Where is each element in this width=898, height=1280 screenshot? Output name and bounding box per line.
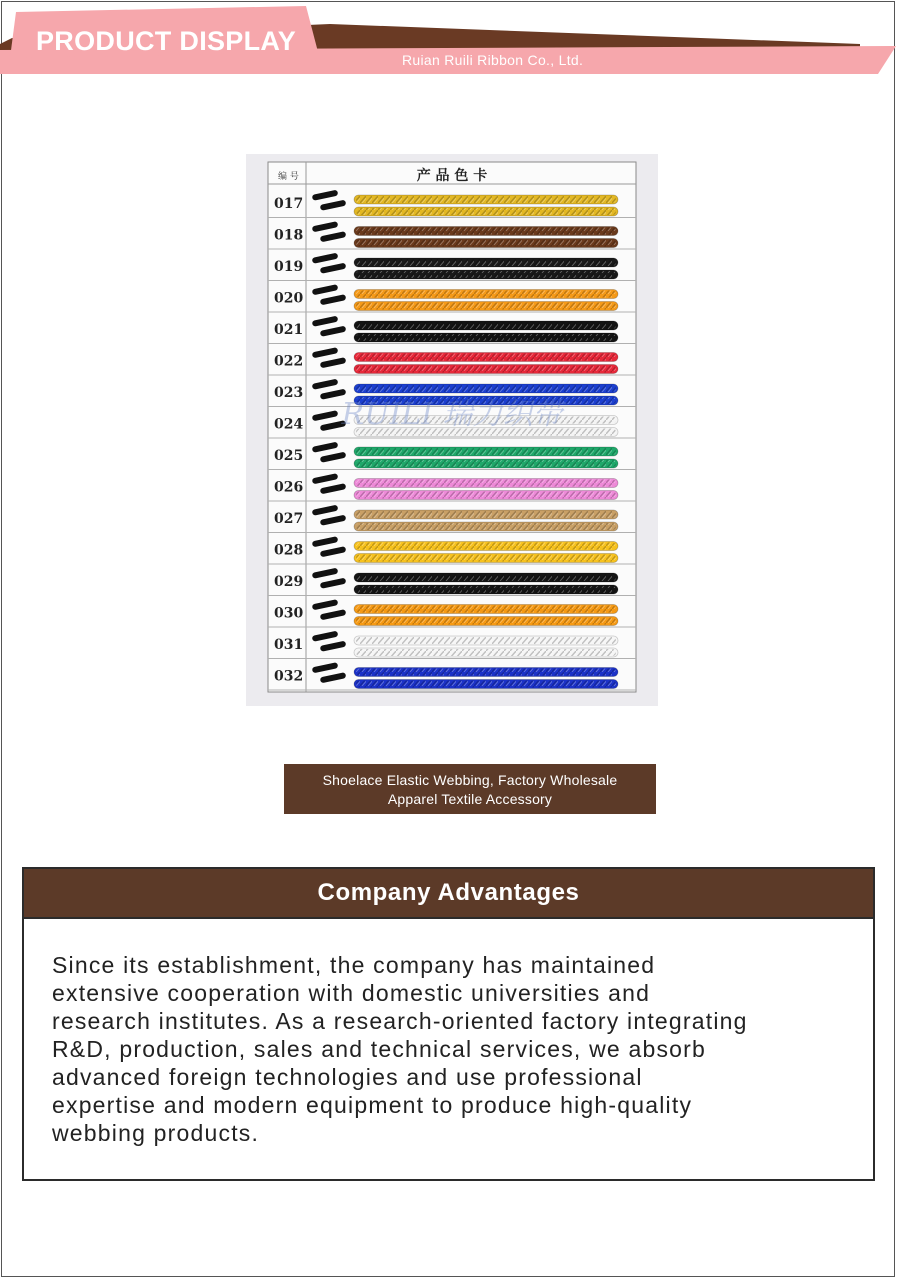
cord-twist xyxy=(356,196,616,203)
row-code: 028 xyxy=(274,542,304,559)
cord-twist xyxy=(356,271,616,278)
banner-title: PRODUCT DISPLAY xyxy=(36,26,297,56)
cord-twist xyxy=(356,208,616,215)
advantages-line: advanced foreign technologies and use professional xyxy=(52,1064,643,1090)
advantages-line: Since its establishment, the company has maintained xyxy=(52,952,656,978)
cord-twist xyxy=(356,228,616,235)
company-advantages-text xyxy=(24,919,873,1147)
row-code: 031 xyxy=(274,637,304,653)
cord-twist xyxy=(356,334,616,341)
cord-twist xyxy=(356,354,616,361)
cord-twist xyxy=(356,523,616,530)
cord-twist xyxy=(356,259,616,266)
row-code: 030 xyxy=(274,605,304,622)
row-code: 022 xyxy=(274,353,304,370)
row-code: 026 xyxy=(274,479,304,496)
card-corner-label: 编 号 xyxy=(278,172,299,182)
cord-twist xyxy=(356,618,616,625)
cord-twist xyxy=(356,669,616,676)
cord-twist xyxy=(356,480,616,487)
row-code: 024 xyxy=(274,416,304,433)
advantages-line: expertise and modern equipment to produce high-quality xyxy=(52,1092,693,1118)
cord-twist xyxy=(356,460,616,467)
advantages-line: webbing products. xyxy=(52,1120,260,1146)
product-caption xyxy=(284,764,656,814)
watermark-logo: RUILI 瑞力织带 xyxy=(341,397,563,432)
row-code: 029 xyxy=(274,574,304,590)
row-code: 023 xyxy=(274,385,304,401)
product-display-banner xyxy=(0,0,898,80)
cord-twist xyxy=(356,492,616,499)
cord-twist xyxy=(356,385,616,392)
cord-twist xyxy=(356,681,616,688)
cord-twist xyxy=(356,511,616,518)
row-code: 019 xyxy=(274,259,304,275)
product-photo xyxy=(246,154,658,706)
row-code: 025 xyxy=(274,448,304,464)
cord-twist xyxy=(356,574,616,581)
row-code: 027 xyxy=(274,511,304,527)
cord-twist xyxy=(356,291,616,298)
cord-twist xyxy=(356,555,616,562)
row-code: 021 xyxy=(274,322,304,338)
caption-line-2: Apparel Textile Accessory xyxy=(387,791,553,807)
cord-twist xyxy=(356,637,616,644)
company-name: Ruian Ruili Ribbon Co., Ltd. xyxy=(402,52,584,68)
advantages-line: R&D, production, sales and technical services, we absorb xyxy=(52,1036,706,1062)
cord-twist xyxy=(356,322,616,329)
row-code: 032 xyxy=(274,668,304,685)
advantages-line: research institutes. As a research-oriented factory integrating xyxy=(52,1008,748,1034)
company-advantages-box xyxy=(22,867,875,1181)
cord-twist xyxy=(356,586,616,593)
color-card xyxy=(246,154,658,706)
company-advantages-title: Company Advantages xyxy=(24,869,873,919)
cord-twist xyxy=(356,543,616,550)
row-code: 020 xyxy=(274,290,304,307)
card-header: 产 品 色 卡 xyxy=(416,168,488,184)
cord-twist xyxy=(356,240,616,247)
cord-twist xyxy=(356,303,616,310)
caption-line-1: Shoelace Elastic Webbing, Factory Wholesale xyxy=(322,772,618,788)
cord-twist xyxy=(356,606,616,613)
row-code: 018 xyxy=(274,227,304,244)
advantages-line: extensive cooperation with domestic universities and xyxy=(52,980,651,1006)
cord-twist xyxy=(356,649,616,656)
cord-twist xyxy=(356,448,616,455)
cord-twist xyxy=(356,366,616,373)
row-code: 017 xyxy=(274,196,304,212)
